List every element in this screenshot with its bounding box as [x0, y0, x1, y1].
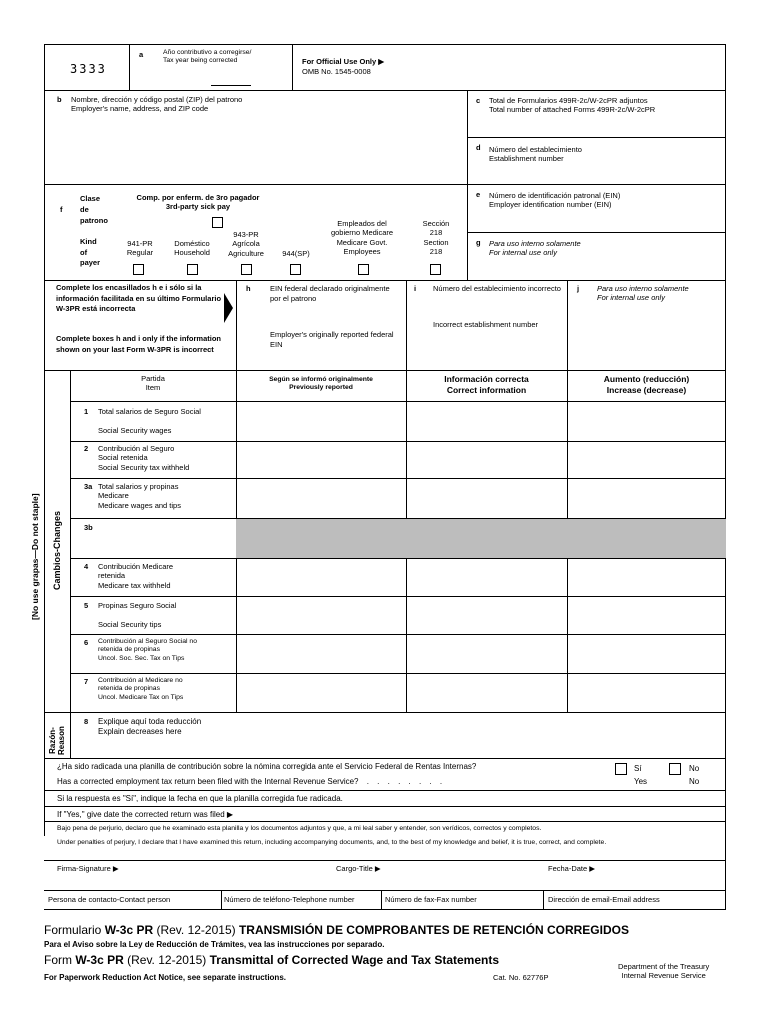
ein-label: Número de identificación patronal (EIN) Employer identification number (EIN) — [489, 191, 621, 210]
contact-person-label: Persona de contacto-Contact person — [48, 895, 171, 904]
col-increase-header: Aumento (reducción) Increase (decrease) — [603, 374, 690, 395]
perjury-en: Under penalties of perjury, I declare that I have examined this return, including accompanying documents, and, to the best of my knowledge and belief, it is true, correct, and complete. — [57, 839, 607, 846]
perjury-es: Bajo pena de perjurio, declaro que he examinado esta planilla y los documentos adjuntos y que, a mi leal saber y entender, son verídicos, correctos y completos. — [57, 825, 542, 832]
kind-medicare-govt-checkbox[interactable] — [358, 264, 369, 275]
row-3b-shaded — [236, 519, 726, 558]
phone-label: Número de teléfono-Telephone number — [224, 895, 355, 904]
form-code: 3333 — [70, 62, 107, 76]
complete-es: Complete los encasillados h e i sólo si la información facilitada en su último Formulario W-3PR está incorrecta — [56, 283, 222, 313]
question-en: Has a corrected employment tax return been filed with the Internal Revenue Service? . . . . . . . . — [57, 777, 446, 786]
official-use-label: For Official Use Only ▶ — [302, 57, 385, 66]
date-label: Fecha-Date ▶ — [548, 864, 596, 873]
footer-title-es: Formulario W-3c PR (Rev. 12-2015) TRANSMISIÓN DE COMPROBANTES DE RETENCIÓN CORREGIDOS — [44, 923, 629, 937]
reason-side-label: Razón- Reason — [48, 726, 66, 755]
kind-household-checkbox[interactable] — [187, 264, 198, 275]
left-border — [44, 44, 45, 836]
kind-941pr-checkbox[interactable] — [133, 264, 144, 275]
internal-use-g: Para uso interno solamente For internal use only — [489, 239, 581, 258]
col-previously-header: Según se informó originalmente Previously reported — [269, 376, 373, 392]
omb-number: OMB No. 1545-0008 — [302, 67, 371, 76]
arrow-icon — [224, 293, 233, 323]
footer-title-en: Form W-3c PR (Rev. 12-2015) Transmittal of Corrected Wage and Tax Statements — [44, 953, 500, 967]
catalog-number: Cat. No. 62776P — [493, 973, 549, 982]
fax-label: Número de fax-Fax number — [385, 895, 477, 904]
if-yes-es: Si la respuesta es "Sí", indique la fecha en que la planilla corregida fue radicada. — [57, 794, 343, 803]
row-8-label: Explique aquí toda reducción Explain decreases here — [98, 717, 202, 736]
question-es: ¿Ha sido radicada una planilla de contribución sobre la nómina corregida ante el Servicio Federal de Rentas Internas? — [57, 762, 477, 771]
employer-name-label: Nombre, dirección y código postal (ZIP) del patrono Employer's name, address, and ZIP code — [71, 95, 243, 114]
signature-label: Firma-Signature ▶ — [57, 864, 119, 873]
year-underline — [211, 85, 251, 86]
col-correct-header: Información correcta Correct information — [444, 374, 529, 395]
kind-944-checkbox[interactable] — [290, 264, 301, 275]
col-item-header: Partida Item — [141, 374, 165, 393]
sick-pay-checkbox[interactable] — [212, 217, 223, 228]
kind-section-218-checkbox[interactable] — [430, 264, 441, 275]
kind-943pr-checkbox[interactable] — [241, 264, 252, 275]
if-yes-en: If "Yes," give date the corrected return was filed ▶ — [57, 810, 234, 819]
footer-notice-en: For Paperwork Reduction Act Notice, see separate instructions. — [44, 973, 286, 982]
no-checkbox[interactable] — [669, 763, 681, 775]
department-label: Department of the Treasury Internal Revenue Service — [618, 962, 710, 981]
yes-checkbox[interactable] — [615, 763, 627, 775]
complete-en: Complete boxes h and i only if the information shown on your last Form W-3PR is incorrect — [56, 334, 222, 354]
footer-notice-es: Para el Aviso sobre la Ley de Reducción de Trámites, vea las instrucciones por separado. — [44, 940, 385, 949]
total-forms-label: Total de Formularios 499R-2c/W-2cPR adjuntos Total number of attached Forms 499R-2c/W-2cPR — [489, 96, 656, 115]
title-label: Cargo-Title ▶ — [336, 864, 381, 873]
staple-notice: [No use grapas—Do not staple] — [30, 493, 40, 620]
changes-side-label: Cambios-Changes — [52, 510, 62, 590]
establishment-number-label: Número del establecimiento Establishment number — [489, 145, 582, 164]
email-label: Dirección de email-Email address — [548, 895, 660, 904]
